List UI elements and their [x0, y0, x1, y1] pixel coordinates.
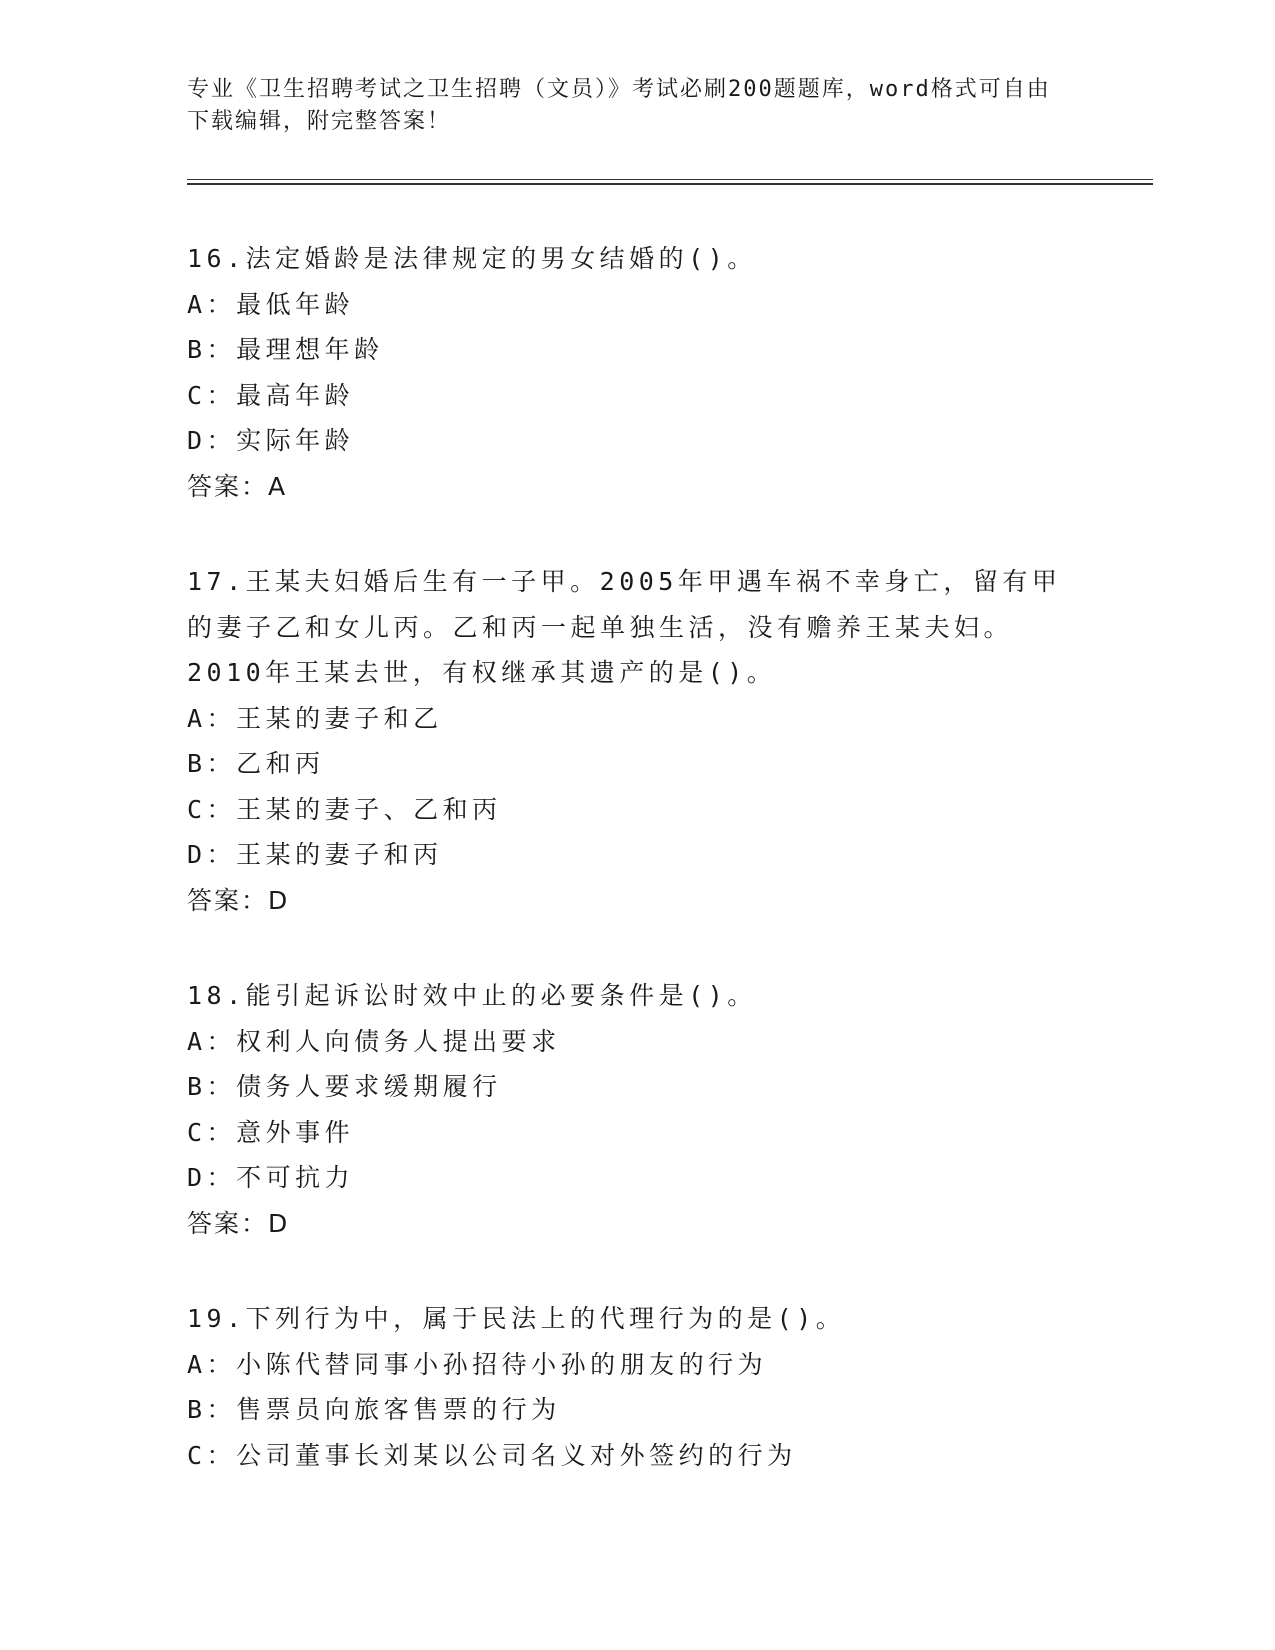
option-b — [187, 1064, 1087, 1110]
option-text: 乙和丙 — [236, 749, 325, 778]
option-text: 债务人要求缓期履行 — [236, 1072, 502, 1101]
option-text: 最高年龄 — [236, 380, 355, 410]
option-key: D： — [187, 426, 237, 455]
option-text: 王某的妻子、乙和丙 — [236, 794, 502, 824]
option-b — [187, 741, 1087, 787]
question-list — [187, 236, 1087, 1528]
option-key: B： — [187, 1072, 237, 1101]
option-key: C： — [187, 380, 237, 410]
option-b — [187, 327, 1087, 373]
option-text: 最低年龄 — [236, 289, 355, 319]
answer-line — [187, 878, 1087, 924]
answer-prefix: 答案： — [187, 471, 269, 501]
option-d — [187, 1155, 1087, 1201]
answer-value: D — [268, 1208, 290, 1238]
option-key: A： — [187, 1026, 237, 1056]
option-a — [187, 696, 1087, 742]
option-a — [187, 1019, 1087, 1065]
option-c — [187, 787, 1087, 833]
question-stem: 19.下列行为中，属于民法上的代理行为的是()。 — [187, 1304, 846, 1333]
question-19 — [187, 1296, 1087, 1478]
answer-prefix: 答案： — [187, 885, 269, 915]
question-stem: 17.王某夫妇婚后生有一子甲。2005年甲遇车祸不幸身亡，留有甲的妻子乙和女儿丙。乙和丙一起单独生活，没有赡养王某夫妇。2010年王某去世，有权继承其遗产的是()。 — [187, 567, 1062, 687]
option-key: A： — [187, 1349, 237, 1379]
option-text: 小陈代替同事小孙招待小孙的朋友的行为 — [236, 1349, 768, 1379]
option-key: A： — [187, 289, 237, 319]
option-key: B： — [187, 335, 237, 364]
option-key: D： — [187, 1163, 237, 1192]
option-c — [187, 1433, 1087, 1479]
option-key: C： — [187, 794, 237, 824]
option-text: 意外事件 — [236, 1117, 355, 1147]
option-a — [187, 1342, 1087, 1388]
option-c — [187, 373, 1087, 419]
option-key: B： — [187, 1395, 237, 1424]
option-text: 实际年龄 — [236, 426, 355, 455]
option-key: C： — [187, 1440, 237, 1470]
option-c — [187, 1110, 1087, 1156]
option-key: B： — [187, 749, 237, 778]
question-16 — [187, 236, 1087, 509]
option-d — [187, 832, 1087, 878]
option-key: D： — [187, 840, 237, 869]
question-18 — [187, 973, 1087, 1246]
option-text: 公司董事长刘某以公司名义对外签约的行为 — [236, 1440, 797, 1470]
option-text: 王某的妻子和丙 — [236, 840, 443, 869]
header-divider-bottom — [187, 183, 1153, 185]
answer-prefix: 答案： — [187, 1208, 269, 1238]
answer-line — [187, 1201, 1087, 1247]
answer-value: A — [268, 471, 288, 501]
option-text: 不可抗力 — [236, 1163, 355, 1192]
option-text: 最理想年龄 — [236, 335, 384, 364]
option-text: 售票员向旅客售票的行为 — [236, 1395, 561, 1424]
answer-line — [187, 464, 1087, 510]
question-stem: 18.能引起诉讼时效中止的必要条件是()。 — [187, 981, 757, 1010]
option-key: A： — [187, 703, 237, 733]
question-17 — [187, 559, 1087, 923]
question-stem: 16.法定婚龄是法律规定的男女结婚的()。 — [187, 244, 757, 273]
option-a — [187, 282, 1087, 328]
option-text: 权利人向债务人提出要求 — [236, 1026, 561, 1056]
option-d — [187, 418, 1087, 464]
answer-value: D — [268, 885, 290, 915]
document-header: 专业《卫生招聘考试之卫生招聘（文员）》考试必刷200题题库，word格式可自由下载编辑，附完整答案！ — [187, 77, 1051, 134]
header-divider-top — [187, 179, 1153, 180]
option-text: 王某的妻子和乙 — [236, 703, 443, 733]
option-b — [187, 1387, 1087, 1433]
option-key: C： — [187, 1117, 237, 1147]
